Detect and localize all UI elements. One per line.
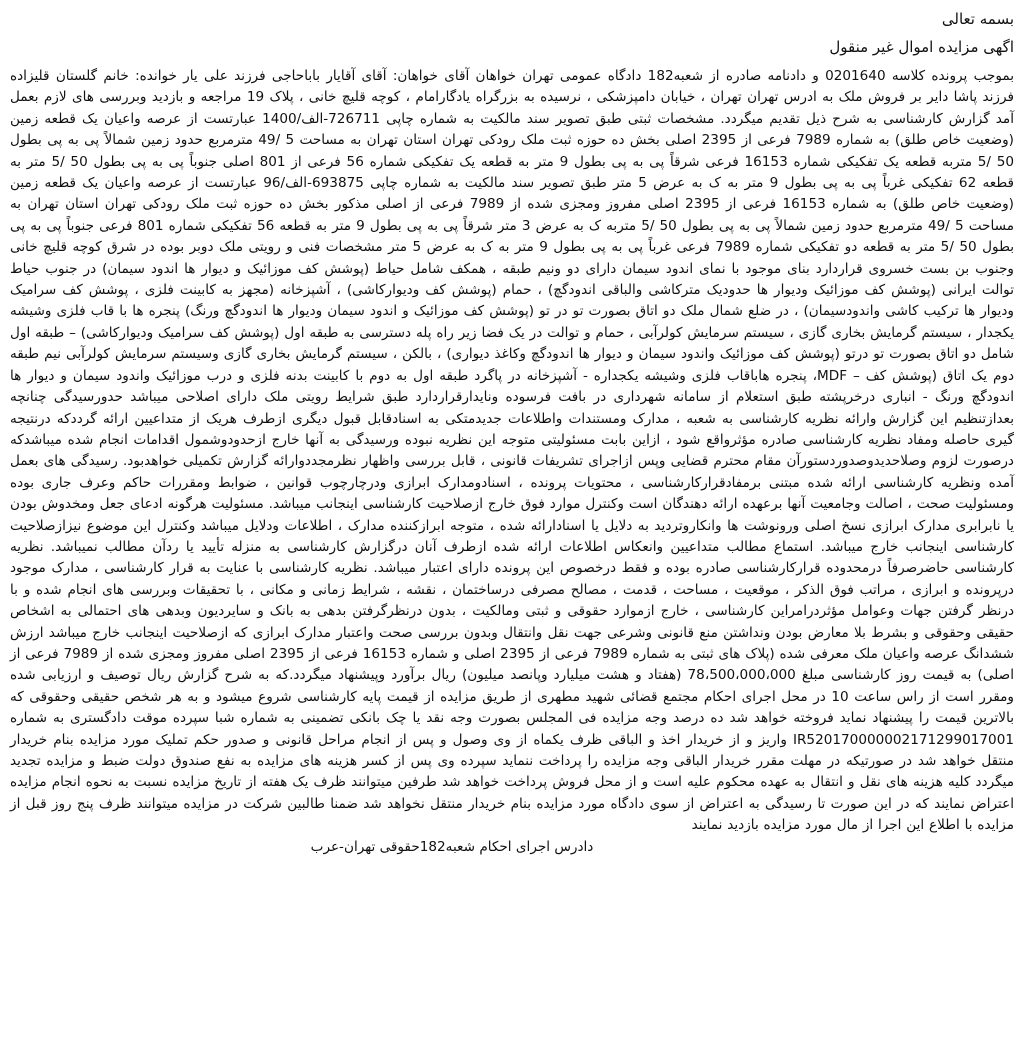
document-heading: بسمه تعالی	[941, 10, 1014, 28]
document-signature: دادرس اجرای احکام شعبه182حقوقی تهران-عرب	[310, 838, 594, 855]
document-title: اگهی مزایده اموال غیر منقول	[829, 38, 1014, 56]
document-body: بموجب پرونده کلاسه 0201640 و دادنامه صادره از شعبه182 دادگاه عمومی تهران خواهان آقای خواهان: آقای آقایار باباحاجی فرزند علی یار خوانده: خانم گلستان قلیزاده فرزند پاشا دایر بر فروش ملک به ادرس تهران تهران ، خیابان دامپزشکی ، نرسیده به بزرگراه یادگارامام ، کوچه قلیچ خانی ، پلاک 19 مراجعه و بازدید وبررسی های لازم بعمل آمد گزارش کارشناسی به شرح ذیل تقدیم میگردد. مشخصات ثبتی طبق تصویر سند مالکیت به شماره چاپی 726711-الف/1400 عبارتست از عرصه واعیان یک قطعه زمین (وضعیت خاص طلق) به شماره 7989 فرعی از 2395 اصلی بخش ده حوزه ثبت ملک رودکی تهران استان تهران به مساحت 5 /49 مترمربع حدود زمین شمالاً پی به پی بطول 50 /5 متربه قطعه یک تفکیکی شماره 16153 فرعی شرقاً پی به پی بطول 9 متر به قطعه یک تفکیکی شماره 56 فرعی از 801 اصلی جنوباً پی به پی بطول 50 /5 متر به قطعه 62 تفکیکی غرباً پی به پی بطول 9 متر به ک به عرض 5 متر طبق تصویر سند مالکیت به شماره چاپی 693875-الف/96 عبارتست از عرصه واعیان یک قطعه زمین (وضعیت خاص طلق) به شماره 16153 فرعی از 2395 اصلی مفروز ومجزی شده از 7989 فرعی از اصلی مذکور بخش ده حوزه ثبت ملک رودکی تهران استان تهران به مساحت 5 /49 مترمربع حدود زمین شمالاً پی به پی بطول 50 /5 متربه ک به عرض 3 متر شرقاً پی به پی بطول 9 متر به قطعه 56 تفکیکی شماره 801 فرعی جنوباً پی به پی بطول 50 /5 متر به قطعه دو تفکیکی شماره 7989 فرعی غرباً پی به پی بطول 9 متر به ک به عرض 5 متر مشخصات فنی و رویتی ملک دوبر بوده در شرق کوچه قلیچ خانی وجنوب بن بست خسروی قراردارد بنای موجود با نمای اندود سیمان دارای دو ونیم طبقه ، همکف شامل حیاط (پوشش کف موزائیک و دیوار ها اندود سیمان) در جنوب حیاط توالت ایرانی (پوشش کف موزائیک ودیوار ها حدودیک مترکاشی والباقی اندودگچ) ، حمام (پوشش کف ودیوارکاشی) ، آشپزخانه (مجهز به کابینت فلزی ، پوشش کف سرامیک ودیوار ها ترکیب کاشی واندودسیمان) ، در ضلع شمال ملک دو اتاق بصورت تو در تو (پوشش کف موزائیک و اندود سیمان ودیوار ها اندودگچ ورنگ) پنجره ها با قاب فلزی وشیشه یکجدار ، سیستم گرمایش بخاری گازی ، سیستم سرمایش کولرآبی ، حمام و توالت در یک فضا زیر راه پله دسترسی به طبقه اول (پوشش کف سرامیک ودیوارکاشی) – طبقه اول شامل دو اتاق بصورت تو درتو (پوشش کف موزائیک واندود سیمان و دیوار ها اندودگچ وکاغذ دیواری) ، بالکن ، سیستم گرمایش بخاری گازی وسیستم سرمایش کولرآبی نیم طبقه دوم یک اتاق (پوشش کف – MDF، پنجره هاباقاب فلزی وشیشه یکجداره - آشپزخانه در پاگرد طبقه اول به دوم با کابینت بدنه فلزی و درب موزائیک واندود سیمان و دیوار ها اندودگچ ورنگ - انباری درخرپشته طبق استعلام از سامانه شهرداری در بافت فرسوده ونایدارقراردارد طبق شرایط رویتی ملک دارای اصلاحی میباشد حدورسیدگی چنانچه بعدازتنظیم این گزارش وارائه نظریه کارشناسی به شعبه ، مدارک ومستندات واطلاعات جدیدمتکی به اسنادقابل قبول دیگری ازطرف هریک از متداعیین ارائه گرددکه درنتیجه گیری حاصله ومفاد نظریه کارشناسی صادره مؤثرواقع شود ، ازاین بابت مسئولیتی متوجه این نظریه نبوده ورسیدگی به آنها خارج ازحدودوشمول اقدامات انجام شده میباشدکه درصورت لزوم وصلاحدیدوصدوردستورآن مقام محترم قضایی وپس ازاجرای تشریفات قانونی ، قابل بررسی واظهار نظرمجددوارائه گزارش تکمیلی خواهدبود. رسیدگی های بعمل آمده ونظریه کارشناسی ارائه شده مبتنی برمفادقرارکارشناسی ، محتویات پرونده ، اسنادومدارک ابرازی ودرچارچوب قوانین ، ضوابط ومقررات حاکم وعرف جاری بوده ومسئولیت صحت ، اصالت وجامعیت آنها برعهده ارائه دهندگان است وکنترل موارد فوق خارج ازصلاحیت کارشناسی اینجانب میباشد. مسئولیت هرگونه ادعای جعل ومخدوش بودن یا نابرابری مدارک ابرازی نسخ اصلی ورونوشت ها وانکاروتردید به دلایل یا اسنادارائه شده ، متوجه ابرازکننده مدارک ، اطلاعات ودلایل میباشد وکنترل این موضوع نیزازصلاحیت کارشناسی اینجانب خارج میباشد. استماع مطالب متداعیین وانعکاس اطلاعات ارائه شده ازطرف آنان درگزارش کارشناسی به منزله تأیید یا ردآن مطالب نمیباشد. نظریه کارشناسی حاضرصرفاً درمحدوده قرارکارشناسی صادره بوده و فقط درخصوص این پرونده دارای اعتبار میباشد. نظریه کارشناسی با عنایت به قرار کارشناسی ، مدارک موجود درپرونده و ابرازی ، مراتب فوق الذکر ، موقعیت ، مساحت ، قدمت ، مصالح مصرفی درساختمان ، نقشه ، شرایط زمانی و مکانی ، با تحقیقات وبررسی های انجام شده و با درنظر گرفتن جهات وعوامل مؤثردرامراین کارشناسی ، خارج ازموارد حقوقی و ثبتی ومالکیت ، بدون درنظرگرفتن بدهی به بانک و سایردیون وبدهی های احتمالی به اشخاص حقیقی وحقوقی و بشرط بلا معارض بودن ونداشتن منع قانونی وشرعی جهت نقل وانتقال وبدون بررسی صحت واعتبار مدارک ابرازی که ازصلاحیت اینجانب خارج میباشد ارزش ششدانگ عرصه واعیان ملک معرفی شده (پلاک های ثبتی به شماره 7989 فرعی از 2395 اصلی و شماره 16153 فرعی از 2395 اصلی مفروز ومجزی شده از 7989 فرعی از اصلی) به قیمت روز کارشناسی مبلغ 78،500،000،000 (هفتاد و هشت میلیارد وپانصد میلیون) ریال برآورد وپیشنهاد میگردد.که به شرح گزارش ریال توصیف و ارزیابی شده ومقرر است از راس ساعت 10 در محل اجرای احکام مجتمع قضائی شهید مطهری از طریق مزایده از قیمت پایه کارشناسی شروع میشود و به هر شخص حقیقی وحقوقی که بالاترین قیمت را پیشنهاد نماید فروخته خواهد شد ده درصد وجه مزایده فی المجلس بصورت وجه نقد یا چک بانکی تضمینی به شماره شبا سپرده موقت دادگستری به شماره IR520170000002171299017001 واریز و از خریدار اخذ و الباقی ظرف یکماه از وی وصول و پس از انجام مراحل قانونی و صدور حکم تملیک مورد مزایده بنام خریدار منتقل خواهد شد در صورتیکه در مهلت مقرر خریدار الباقی وجه مزایده را پرداخت ننماید سپرده وی پس از کسر هزینه های مزایده به نفع صندوق دولت ضبط و مزایده تجدید میگردد کلیه هزینه های نقل و انتقال به عهده محکوم علیه است و از محل فروش پرداخت خواهد شد طرفین میتوانند ظرف یک هفته از تاریخ مزایده نسبت به نحوه انجام مزایده اعتراض نمایند که در این صورت تا رسیدگی به اعتراض از سوی دادگاه مورد مزایده بنام خریدار منتقل نخواهد شد ضمنا طالبین شرکت در مزایده میتوانند ظرف پنج روز قبل از مزایده با اطلاع این اجرا از مال مورد مزایده بازدید نمایند	[10, 68, 1015, 834]
